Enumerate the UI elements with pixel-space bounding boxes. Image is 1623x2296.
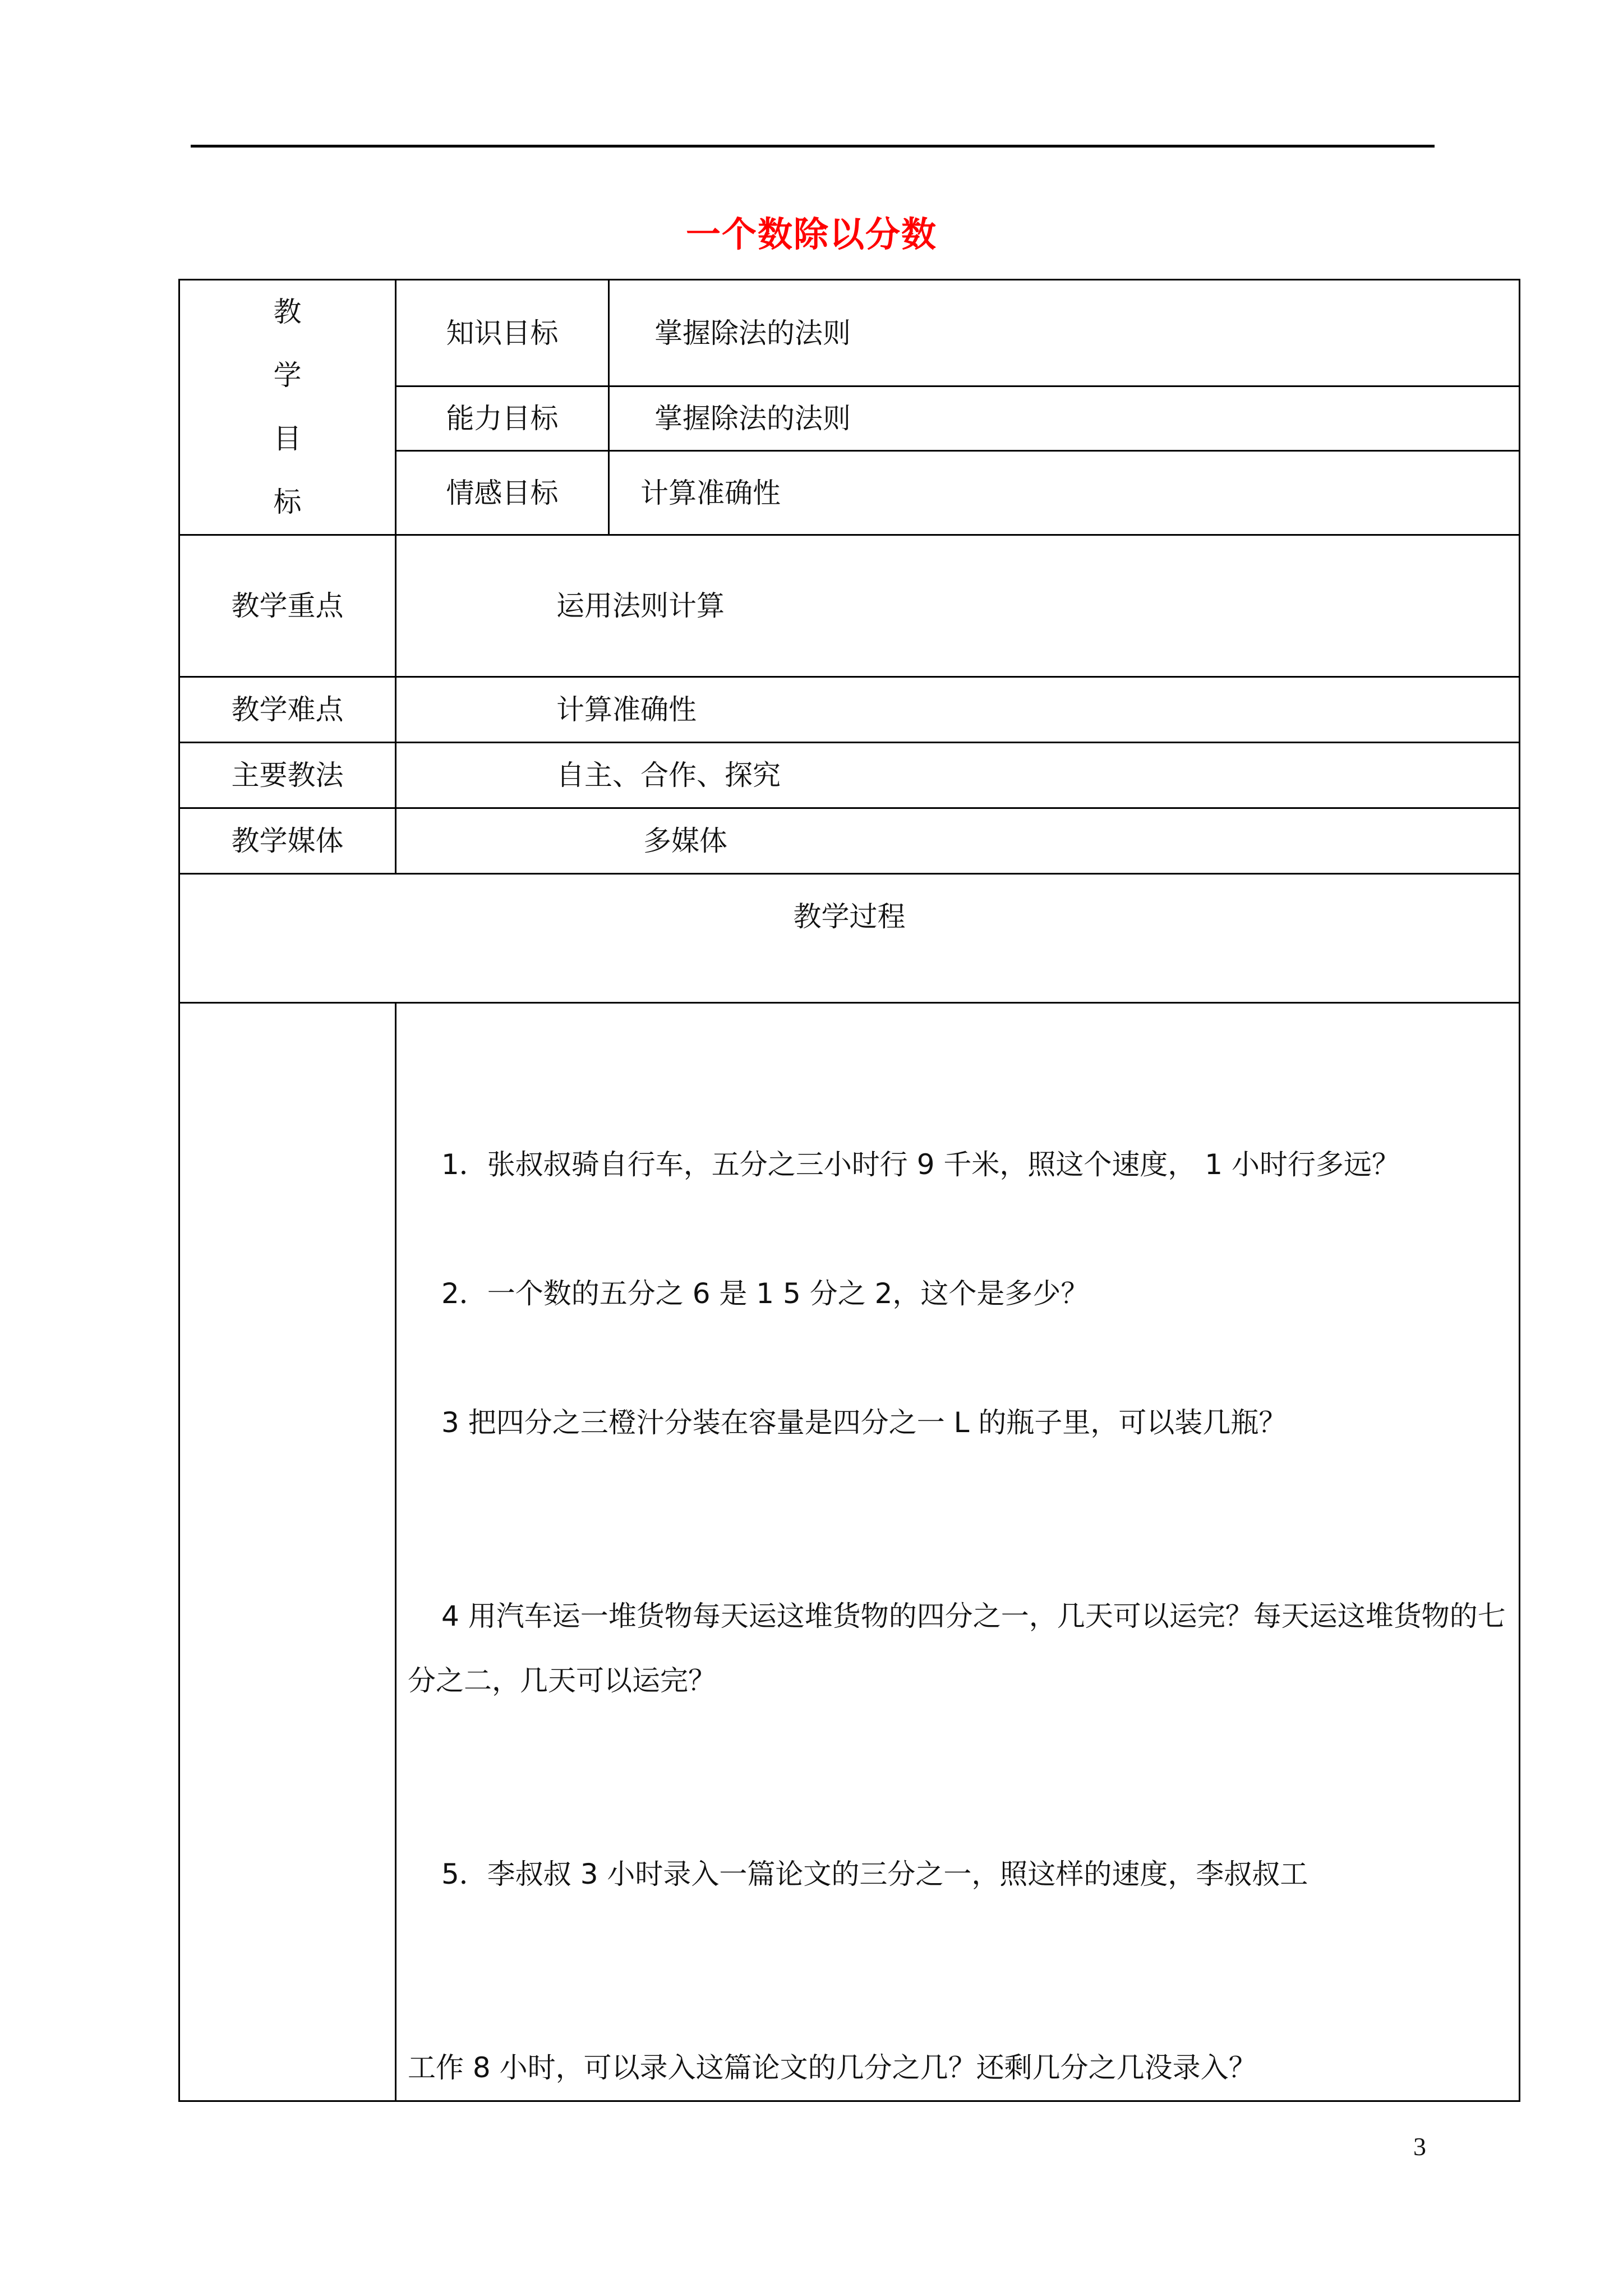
difficulty-row: [179, 677, 1520, 743]
emotion-objective-value: 计算准确性: [609, 451, 1520, 535]
header-rule: [191, 145, 1435, 148]
problem-5-continued: 工作 8 小时，可以录入这篇论文的几分之几？还剩几分之几没录入？: [408, 2051, 1257, 2084]
key-point-label: 教学重点: [179, 535, 396, 677]
media-label: 教学媒体: [179, 808, 396, 874]
problem-3: 3 把四分之三橙汁分装在容量是四分之一 L 的瓶子里，可以装几瓶？: [441, 1406, 1287, 1439]
objectives-label-char: 标: [273, 486, 302, 518]
method-row: [179, 743, 1520, 808]
objectives-label: [179, 280, 396, 535]
document-title: 一个数除以分数: [685, 214, 937, 255]
difficulty-value: 计算准确性: [396, 677, 1520, 743]
page-number: 3: [1413, 2132, 1426, 2161]
knowledge-objective-label: 知识目标: [396, 280, 609, 386]
objectives-label-char: 目: [273, 422, 302, 455]
process-content-row: [179, 1003, 1520, 2101]
media-value: 多媒体: [396, 808, 1520, 874]
ability-objective-label: 能力目标: [396, 386, 609, 451]
process-title: 教学过程: [179, 874, 1520, 1003]
problem-4: 4 用汽车运一堆货物每天运这堆货物的四分之一，几天可以运完？每天运这堆货物的七分之二，几天可以运完？: [408, 1600, 1506, 1697]
objective-row-knowledge: [179, 280, 1520, 386]
problem-5: 5．李叔叔 3 小时录入一篇论文的三分之一，照这样的速度，李叔叔工: [441, 1858, 1308, 1890]
method-label: 主要教法: [179, 743, 396, 808]
ability-objective-value: 掌握除法的法则: [609, 386, 1520, 451]
problem-1: 1．张叔叔骑自行车，五分之三小时行 9 千米，照这个速度， 1 小时行多远？: [441, 1148, 1400, 1181]
emotion-objective-label: 情感目标: [396, 451, 609, 535]
difficulty-label: 教学难点: [179, 677, 396, 743]
process-title-row: [179, 874, 1520, 1003]
method-value: 自主、合作、探究: [396, 743, 1520, 808]
knowledge-objective-value: 掌握除法的法则: [609, 280, 1520, 386]
problems-cell: [396, 1003, 1520, 2101]
problem-2: 2．一个数的五分之 6 是 1 5 分之 2，这个是多少？: [441, 1277, 1089, 1310]
process-left-cell: [179, 1003, 396, 2101]
key-point-value: 运用法则计算: [396, 535, 1520, 677]
objectives-label-char: 教: [273, 296, 302, 328]
objectives-label-char: 学: [273, 359, 302, 392]
lesson-plan-table: [178, 279, 1520, 2102]
key-point-row: [179, 535, 1520, 677]
media-row: [179, 808, 1520, 874]
